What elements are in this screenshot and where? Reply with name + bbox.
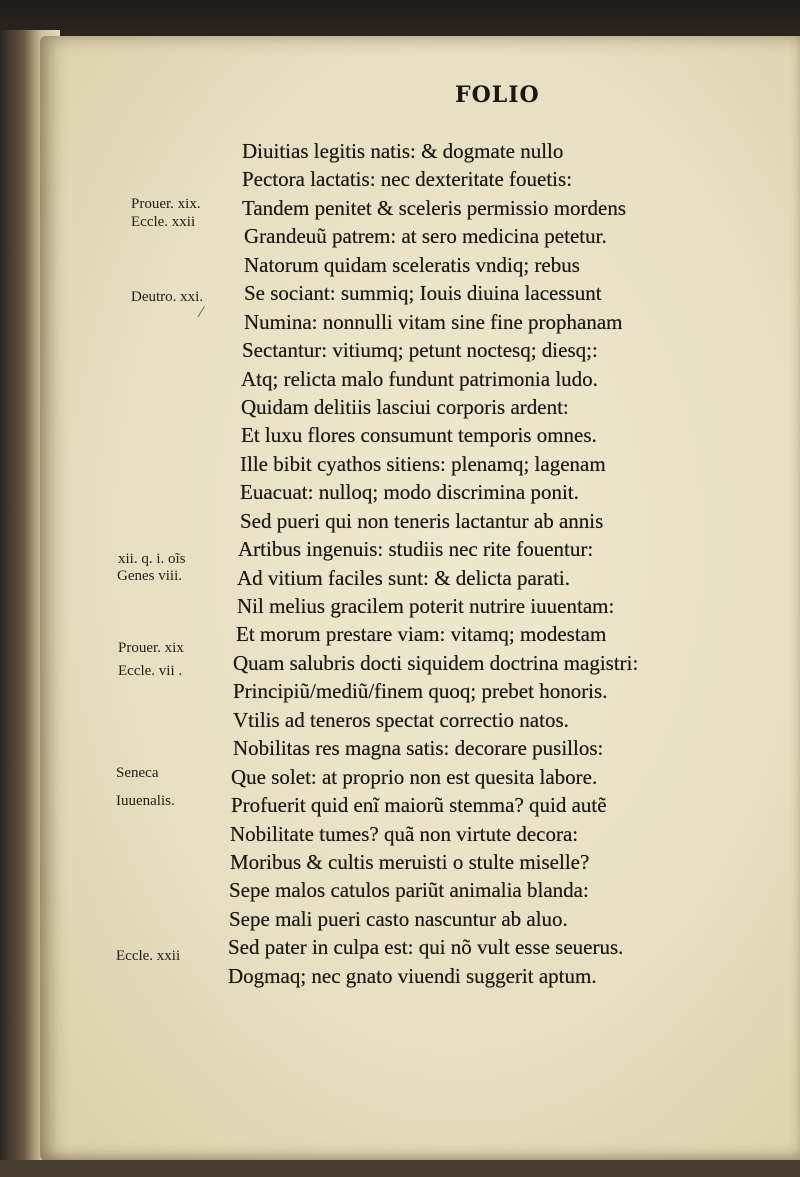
verse-line: Profuerit quid enĩ maiorũ stemma? quid autẽ	[231, 793, 607, 818]
verse-line: Sectantur: vitiumq; petunt noctesq; diesq;:	[242, 338, 598, 363]
verse-line: Que solet: at proprio non est quesita labore.	[231, 764, 598, 789]
margin-note-prouer-xix-second: Prouer. xix	[118, 640, 184, 656]
verse-text-block	[228, 137, 788, 990]
verse-line: Diuitias legitis natis: & dogmate nullo	[242, 139, 564, 163]
verse-line: Atq; relicta malo fundunt patrimonia ludo.	[241, 366, 598, 391]
verse-line: Nil melius gracilem poterit nutrire iuuentam:	[237, 594, 615, 618]
margin-note-seneca: Seneca	[116, 765, 159, 781]
verse-line: Nobilitate tumes? quã non virtute decora:	[230, 821, 579, 846]
verse-line: Ille bibit cyathos sitiens: plenamq; lagenam	[240, 451, 606, 476]
margin-note-eccle-xxii-second: Eccle. xxii	[116, 948, 181, 964]
verse-line: Ad vitium faciles sunt: & delicta parati.	[237, 565, 570, 590]
verse-line: Moribus & cultis meruisti o stulte miselle?	[230, 849, 590, 874]
verse-line: Nobilitas res magna satis: decorare pusillos:	[233, 736, 604, 761]
verse-line: Sed pueri qui non teneris lactantur ab annis	[240, 508, 604, 533]
verse-line: Vtilis ad teneros spectat correctio natos.	[233, 707, 569, 732]
verse-line: Quam salubris docti siquidem doctrina magistri:	[233, 650, 639, 675]
verse-line: Pectora lactatis: nec dexteritate fouetis:	[242, 167, 573, 192]
verse-line: Se sociant: summiq; Iouis diuina lacessunt	[244, 281, 602, 306]
verse-line: Sepe mali pueri casto nascuntur ab aluo.	[229, 906, 568, 931]
verse-line: Dogmaq; nec gnato viuendi suggerit aptum.	[228, 963, 597, 988]
margin-note-iuuenalis: Iuuenalis.	[116, 793, 175, 809]
margin-note-prouer-xix: Prouer. xix.	[131, 196, 201, 212]
margin-note-eccle-vii: Eccle. vii .	[118, 663, 183, 679]
verse-line: Et luxu flores consumunt temporis omnes.	[241, 423, 597, 448]
verse-line: Euacuat: nulloq; modo discrimina ponit.	[240, 480, 579, 505]
verse-line: Tandem penitet & sceleris permissio mordens	[242, 195, 627, 220]
verse-line: Natorum quidam sceleratis vndiq; rebus	[244, 252, 580, 277]
verse-line: Sepe malos catulos pariũt animalia blanda:	[229, 878, 589, 903]
folio-header: FOLIO	[455, 82, 540, 108]
verse-line: Grandeuũ patrem: at sero medicina petetur.	[244, 224, 607, 249]
scan-bottom-edge	[0, 1160, 800, 1177]
verse-line: Sed pater in culpa est: qui nõ vult esse seuerus.	[228, 935, 624, 960]
margin-note-genes-viii: Genes viii.	[117, 568, 182, 584]
verse-line: Et morum prestare viam: vitamq; modestam	[236, 622, 607, 647]
verse-line: Artibus ingenuis: studiis nec rite fouentur:	[238, 537, 594, 562]
margin-note-xii-q-i: xii. q. i. oĩs	[118, 551, 186, 567]
margin-note-deutro-xxi: Deutro. xxi.	[131, 289, 204, 305]
verse-line: Numina: nonnulli vitam sine fine prophanam	[244, 309, 623, 334]
verse-line: Quidam delitiis lasciui corporis ardent:	[241, 394, 569, 419]
verse-line: Principiũ/mediũ/finem quoq; prebet honoris.	[233, 679, 608, 704]
scan-top-shadow	[0, 0, 800, 40]
margin-note-eccle-xxii: Eccle. xxii	[131, 214, 196, 230]
ink-mark: ⁄	[200, 305, 203, 321]
